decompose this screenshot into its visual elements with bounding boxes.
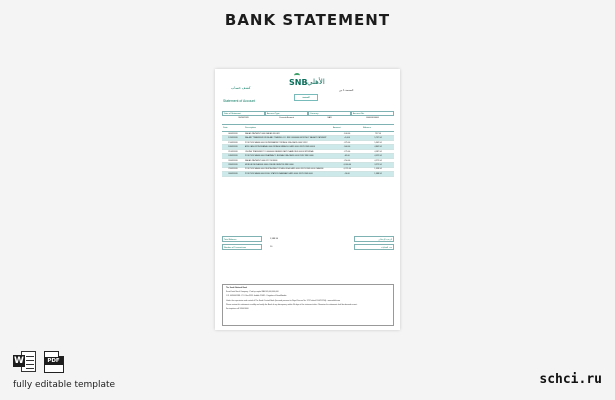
brand-watermark: schci.ru [539, 372, 602, 387]
cell-balance: 3,272.94 [362, 163, 394, 167]
summary-arabic: عدد العمليات [354, 244, 394, 250]
word-letter: W [14, 356, 24, 366]
page-button: الصفحة [294, 94, 318, 101]
cell-date: 18/03/2020 [222, 145, 244, 149]
cell-date: 30/03/2020 [222, 172, 244, 176]
cell-description: SADAD PAYMENT 0000 STC MOBILE [244, 158, 332, 162]
cell-date: 28/03/2020 [222, 163, 244, 167]
cell-amount: -500.00 [332, 145, 362, 149]
word-file-icon [13, 351, 37, 373]
info-value: 30/06/2020 [238, 117, 249, 119]
info-value-row [222, 116, 394, 121]
footer-line: Under the supervision and control of The Saudi Central Bank (licensed pursuant to Royal Decree No. 3737 dated 20/4/1373H) - www.alahli.com [226, 299, 341, 302]
cell-description: MOBILE RECHARGE 0000 ONLINE SERVICE REF 0000 [244, 163, 332, 167]
cell-amount: -375.00 [332, 140, 362, 144]
english-title: Statement of Account [223, 99, 256, 103]
summary-row [222, 236, 394, 242]
logo-arabic: الأهلي [307, 78, 325, 86]
cell-amount: -10.00 [332, 172, 362, 176]
pdf-label: PDF [44, 357, 63, 365]
cell-amount: -65.00 [332, 154, 362, 158]
cell-description: ATM CASH WITHDRAWAL 0000 RIYADH BRANCH CARD 0000 XXXX REF 00000 [244, 145, 332, 149]
cell-balance: 5,737.94 [362, 136, 394, 140]
bank-logo [287, 75, 327, 89]
logo-text: SNB [289, 78, 308, 87]
statement-document [215, 69, 400, 330]
cell-amount: -1,274.00 [332, 167, 362, 171]
cell-date: 06/03/2020 [222, 132, 244, 136]
summary-row [222, 244, 394, 250]
info-value: 00000000000 [366, 117, 379, 119]
cell-description: POS PURCHASE 0000 FUEL STATION DAMMAM CARD 0000 XXXX REF 0000 [244, 172, 332, 176]
info-header: Account No. [351, 111, 394, 116]
cell-description: ONLINE TRANSFER TO 00000000 BENEFICIARY NAME REF 00000 INTERNAL [244, 149, 332, 153]
footer-line: C.R. 4030001588 - P.O. Box 3555 Jeddah 21481 - Kingdom of Saudi Arabia [226, 295, 287, 298]
transactions-table [222, 124, 394, 177]
cell-date: 15/03/2020 [222, 140, 244, 144]
cell-amount: -1,000.00 [332, 163, 362, 167]
cell-date: 21/03/2020 [222, 149, 244, 153]
page-indicator: الصفحة 1 من [339, 89, 354, 92]
footer-line: For inquiries call 920001000 [226, 307, 249, 310]
cell-balance: 5,362.94 [362, 140, 394, 144]
cell-description: POS PURCHASE 0000 SUPERMARKET RIYADH KSA CARD 0000 XXXX [244, 140, 332, 144]
cell-balance: 1,998.94 [362, 167, 394, 171]
summary-label: Number of Transactions [222, 244, 262, 250]
cell-amount: -250.00 [332, 158, 362, 162]
info-header: Account Type [265, 111, 308, 116]
column-header: Description [244, 125, 332, 132]
table-row [222, 172, 394, 176]
cell-balance: 4,522.94 [362, 154, 394, 158]
caption: fully editable template [13, 380, 116, 390]
info-value: Current Account [279, 117, 294, 119]
cell-balance: 4,587.94 [362, 149, 394, 153]
cell-description: POS PURCHASE 0000 PHARMACY JEDDAH KSA CARD 0000 XXXX REF 0000 [244, 154, 332, 158]
cell-balance: 4,272.94 [362, 158, 394, 162]
cell-balance: 737.94 [362, 132, 394, 136]
cell-date: 24/03/2020 [222, 154, 244, 158]
cell-date: 26/03/2020 [222, 158, 244, 162]
cell-amount: -275.00 [332, 149, 362, 153]
cell-description: POS PURCHASE 0000 RESTAURANT RIYADH KSA CARD 0000 XXXX REF 0000 CHARGE [244, 167, 332, 171]
page-title: BANK STATEMENT [224, 11, 391, 29]
cell-amount: +5,000 [332, 136, 362, 140]
info-header: Date of Statement [222, 111, 265, 116]
summary-label: Total Balance [222, 236, 262, 242]
footer-line: Please review this statement carefully and notify the Bank of any discrepancy within 30 days of the statement date. Otherwise the statement shall be deemed correct. [226, 303, 358, 306]
transactions-body [222, 132, 394, 177]
summary-arabic: الرصيد الإجمالي [354, 236, 394, 242]
column-header: Amount [332, 125, 362, 132]
cell-balance: 1,988.94 [362, 172, 394, 176]
cell-balance: 4,862.94 [362, 145, 394, 149]
column-header: Date [222, 125, 244, 132]
footer-line: The Saudi National Bank [226, 287, 248, 289]
info-header: Currency [308, 111, 351, 116]
cell-date: 12/03/2020 [222, 136, 244, 140]
table-header-row [222, 125, 394, 132]
summary-value: 10 [270, 246, 273, 248]
arabic-title: كشف حساب [231, 86, 251, 90]
cell-date: 29/03/2020 [222, 167, 244, 171]
summary-value: 1,988.94 [270, 238, 279, 240]
column-header: Balance [362, 125, 394, 132]
pdf-file-icon [44, 351, 64, 373]
footer-notes [222, 284, 394, 326]
cell-amount: -100.00 [332, 132, 362, 136]
cell-description: SADAD PAYMENT 0000 SADAD BILLER [244, 132, 332, 136]
cell-description: SALARY TRANSFER FROM ABC TRADING CO. REF 00000000 MONTHLY SALARY PAYMENT [244, 136, 332, 140]
info-value: SAR [327, 117, 332, 119]
footer-line: Saudi Joint Stock Company - Paid up capital SAR 45,000,000,000 [226, 291, 279, 294]
